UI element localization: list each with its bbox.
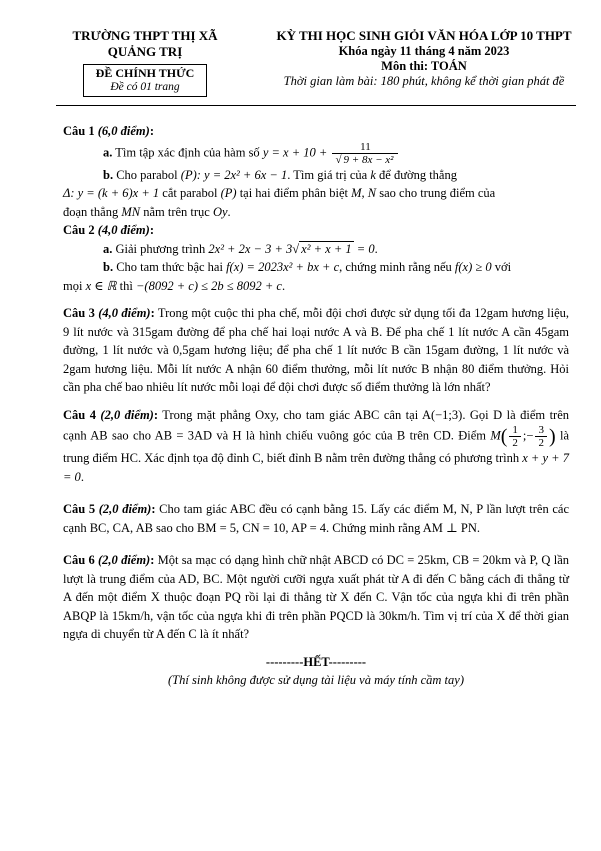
q2-a-end: . (374, 241, 378, 256)
q1-part-b (63, 166, 569, 185)
q1-part-a (63, 141, 569, 166)
q1-b-line2-text2: tại hai điểm phân biệt (239, 186, 348, 200)
q1-b-end: . (227, 204, 231, 219)
q2-b-line2-text2: thì (119, 278, 133, 293)
q5-points: (2,0 điểm) (98, 502, 152, 516)
q1-points: (6,0 điểm) (97, 124, 150, 138)
q1-number: Câu 1 (63, 124, 95, 138)
q4-number: Câu 4 (63, 407, 96, 422)
q3-points: (4,0 điểm) (98, 306, 151, 320)
q4-frac2-num: 3 (535, 424, 547, 437)
q1-b-text2: . Tìm giá trị của (287, 167, 368, 182)
q2-part-a: a. Giải phương trình 2x² + 2x − 3 + 3√ x² + x + 1 = 0. (103, 241, 378, 256)
q1-b-P: (P) (220, 186, 237, 200)
question-5-head: Câu 5 (2,0 điểm): (63, 502, 156, 516)
q1-a-fraction: $\frac{11}{\text{√ 9 + 8x − x²}}$ (332, 141, 398, 166)
q1-b-MN2: MN (121, 204, 141, 219)
q5-number: Câu 5 (63, 502, 96, 516)
q4-eq: x + y + 7 = 0 (63, 451, 569, 484)
end-marker: ---------HẾT--------- (265, 654, 367, 669)
header-divider (56, 105, 576, 106)
q1-b-line3 (63, 203, 569, 222)
q2-b-expr2: f(x) ≥ 0 (454, 260, 492, 274)
q1-a-expr: y = x + 10 + (262, 144, 328, 159)
q3-number: Câu 3 (63, 306, 95, 320)
q6-text: Một sa mạc có dạng hình chữ nhật ABCD có DC = 25km, CB = 20km và P, Q lần lượt là trung điểm của AD, BC. Một người cưỡi ngựa xuất phát từ A đi đến C bằng cách đi thẳng từ A đến một điểm X thuộc đoạn PQ rồi lại đi thẳng từ X đến C. Vận tốc của ngựa khi đi trên phần ABQP là 15km/h, vận tốc của ngựa khi đi trên phần PQCD là 30km/h. Tìm vị trí của X để thời gian ngựa di chuyển từ A đến C là ít nhất? (63, 553, 569, 641)
q1-b-MN: M, N (351, 186, 377, 200)
q2-b-line2 (63, 277, 569, 296)
q2-b-line2-expr: x ∈ ℝ (85, 278, 117, 293)
q4-frac1-den: 2 (512, 437, 518, 449)
question-1-head: Câu 1 (6,0 điểm): (63, 124, 154, 138)
footer-note: (Thí sinh không được sử dụng tài liệu và máy tính cầm tay) (168, 673, 464, 687)
q4-frac2 (535, 424, 547, 449)
q2-a-expr2: = 0 (356, 241, 375, 256)
official-stamp-box (83, 64, 207, 97)
q5-text: Cho tam giác ABC đều có cạnh bằng 15. Lấy các điểm M, N, P lần lượt trên các cạnh BC, CA, AB sao cho BM = 5, CN = 10, AP = 4. Chứng minh rằng AM ⊥ PN. (63, 502, 570, 535)
exam-date: Khóa ngày 11 tháng 4 năm 2023 (338, 44, 510, 58)
q2-b-expr1: f(x) = 2023x² + bx + c (226, 260, 340, 274)
q1-b-line2-text: cắt parabol (162, 186, 218, 200)
question-4 (63, 406, 569, 487)
q2-b-end: . (281, 278, 286, 293)
question-3-head: Câu 3 (4,0 điểm): (63, 306, 155, 320)
exam-content (63, 122, 569, 690)
question-4-head: Câu 4 (2,0 điểm): (63, 407, 159, 422)
q2-number: Câu 2 (63, 223, 95, 237)
question-2-head: Câu 2 (4,0 điểm): (63, 223, 154, 237)
q2-a-sqrt: x² + x + 1 (301, 241, 352, 256)
school-name-line1: TRƯỜNG THPT THỊ XÃ (72, 28, 218, 43)
q1-b-line3-text: đoạn thẳng (63, 204, 119, 219)
q4-frac1 (509, 424, 521, 449)
question-1 (63, 122, 569, 221)
q1-b-line2 (63, 184, 569, 203)
question-3 (63, 304, 569, 397)
q1-b-k: k (370, 167, 376, 182)
q2-b-text3: với (494, 260, 512, 274)
q6-number: Câu 6 (63, 553, 95, 567)
q2-points: (4,0 điểm) (97, 223, 150, 237)
q2-b-line2-expr2: −(8092 + c) ≤ 2b ≤ 8092 + c (135, 278, 282, 293)
q4-frac1-num: 1 (509, 424, 521, 437)
q4-paren-close: ) (548, 425, 556, 448)
q2-b-line2-text: mọi (63, 278, 83, 293)
official-label: ĐỀ CHÍNH THỨC (95, 66, 195, 80)
q4-end: . (80, 469, 84, 484)
q1-a-label: a. (103, 144, 113, 159)
q1-a-frac-den: 9 + 8x − x² (343, 153, 394, 166)
question-5 (63, 500, 569, 537)
q1-b-line2-text3: sao cho trung điểm của (379, 186, 496, 200)
q1-b-label: b. (103, 167, 114, 182)
q4-text2: là trung điểm HC. Xác định tọa độ đỉnh C, biết đỉnh B nằm trên đường thẳng có phương trình (63, 428, 569, 465)
q2-b-text2: , chứng minh rằng nếu (339, 260, 452, 274)
q4-sep: ;− (522, 428, 534, 443)
page-count: Đề có 01 trang (110, 81, 180, 93)
exam-title: KỲ THI HỌC SINH GIỎI VĂN HÓA LỚP 10 THPT (276, 28, 572, 43)
q1-a-text: Tìm tập xác định của hàm số (115, 144, 260, 159)
exam-subject: Môn thi: TOÁN (381, 59, 467, 73)
school-name-line2: QUẢNG TRỊ (107, 44, 183, 59)
q1-b-Oy: Oy (212, 204, 228, 219)
q1-b-parabola: (P): y = 2x² + 6x − 1 (180, 167, 288, 182)
exam-time: Thời gian làm bài: 180 phút, không kể thời gian phát đề (283, 74, 565, 88)
q4-frac2-den: 2 (538, 437, 544, 449)
q2-b-text1: Cho tam thức bậc hai (116, 260, 223, 274)
q4-paren-open: ( (500, 425, 508, 448)
q3-text: Trong một cuộc thi pha chế, mỗi đội chơi được sử dụng tối đa 12gam hương liệu, 9 lít nước và 315gam đường để pha chế hai loại nước A và B. Để pha chế 1 lít nước A cần 45gam đường, 1 lít nước và 0,5gam hương liệu; để pha chế 1 lít nước B cần 15gam đường, 1 lít nước và 2gam hương liệu. Mỗi lít nước A nhận 60 điểm thưởng, mỗi lít nước B nhận 80 điểm thưởng. Hỏi cần pha chế bao nhiêu lít nước mỗi loại để đội chơi được số điểm thưởng là lớn nhất? (63, 306, 569, 394)
question-2 (63, 221, 569, 295)
q1-b-line-eq: Δ: y = (k + 6)x + 1 (63, 186, 160, 200)
question-6-head: Câu 6 (2,0 điểm): (63, 553, 155, 567)
question-6 (63, 551, 569, 644)
exam-header (266, 28, 582, 89)
school-header (56, 28, 234, 97)
q1-b-text3: để đường thẳng (379, 167, 457, 182)
q1-b-line3-text2: nằm trên trục (143, 204, 210, 219)
q4-M: M (490, 428, 501, 443)
q6-points: (2,0 điểm) (98, 553, 151, 567)
q4-points: (2,0 điểm) (100, 407, 154, 422)
q2-a-label: a. (103, 241, 113, 256)
q2-a-expr1: 2x² + 2x − 3 + 3 (208, 241, 293, 256)
q2-b-label: b. (103, 260, 114, 274)
q2-a-text: Giải phương trình (115, 241, 206, 256)
q1-a-frac-num: 11 (332, 141, 398, 154)
q1-b-text1: Cho parabol (116, 167, 178, 182)
q2-part-b (63, 258, 569, 277)
q4-text1: Trong mặt phẳng Oxy, cho tam giác ABC cân tại A(−1;3). Gọi D là điểm trên cạnh AB sao cho AB = 3AD và H là hình chiếu vuông góc của B trên CD. Điểm (63, 407, 569, 443)
